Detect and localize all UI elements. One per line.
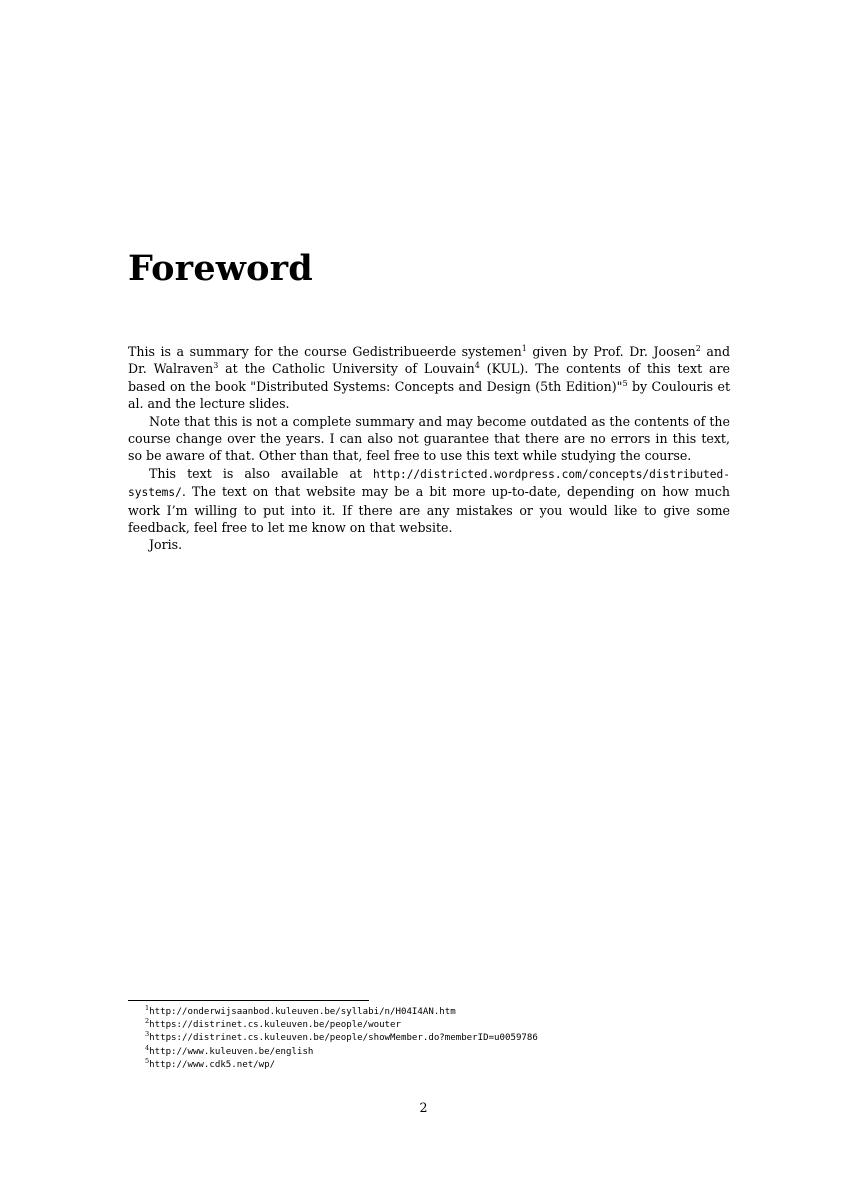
paragraph-website bbox=[128, 465, 730, 537]
footnote-link[interactable]: https://distrinet.cs.kuleuven.be/people/showMember.do?memberID=u0059786 bbox=[149, 1033, 538, 1044]
footnote-marker[interactable]: 5 bbox=[622, 378, 628, 388]
footnote-marker[interactable]: 3 bbox=[213, 361, 219, 371]
website-link[interactable]: http://districted.wordpress.com/concepts/distributed-systems/ bbox=[128, 467, 730, 500]
footnote-number: 1 bbox=[145, 1004, 150, 1012]
footnote-number: 4 bbox=[145, 1043, 150, 1052]
paragraph-intro bbox=[128, 343, 730, 413]
footnote-link[interactable]: http://onderwijsaanbod.kuleuven.be/syllabi/n/H04I4AN.htm bbox=[149, 1007, 456, 1017]
text: . The text on that website may be a bit more up-to-date, depending on how much work I’m willing to put into it. If there are any mistakes or you would like to give some feedback, feel free to let me know on that website. bbox=[128, 484, 730, 536]
page-number: 2 bbox=[419, 1100, 428, 1115]
text: (KUL). The contents of this text are based on the book "Distributed Systems: Concepts and Design (5th Edition)" bbox=[128, 361, 730, 394]
footnote-number: 3 bbox=[145, 1030, 150, 1039]
footnote-item bbox=[145, 1019, 538, 1032]
footnote-link[interactable]: http://www.cdk5.net/wp/ bbox=[149, 1059, 276, 1070]
footnotes bbox=[145, 1006, 538, 1072]
footnote-item bbox=[145, 1043, 538, 1059]
chapter-heading: Foreword bbox=[128, 248, 313, 289]
footnote-separator bbox=[128, 1000, 369, 1001]
signature: Joris. bbox=[149, 537, 183, 553]
footnote-item bbox=[145, 1032, 538, 1045]
text: given by Prof. Dr. Joosen bbox=[526, 344, 696, 359]
text: and Dr. Walraven bbox=[128, 344, 731, 377]
footnote-marker[interactable]: 4 bbox=[474, 361, 480, 371]
text: This text is also available at bbox=[149, 465, 374, 481]
text: at the Catholic University of Louvain bbox=[218, 361, 475, 377]
text: This is a summary for the course Gedistribueerde systemen bbox=[128, 344, 522, 359]
paragraph-disclaimer: Note that this is not a complete summary and may become outdated as the contents of the course change over the years. I can also not guarantee that there are no errors in this text, so be aware of that. Other than that, feel free to use this text while studying the course. bbox=[128, 413, 730, 464]
footnote-item bbox=[145, 1056, 538, 1072]
foreword-body bbox=[128, 343, 730, 554]
footnote-link[interactable]: http://www.kuleuven.be/english bbox=[149, 1046, 314, 1057]
text: by Coulouris et al. and the lecture slides. bbox=[128, 378, 730, 412]
footnote-number: 2 bbox=[145, 1017, 150, 1026]
footnote-number: 5 bbox=[145, 1056, 150, 1065]
footnote-link[interactable]: https://distrinet.cs.kuleuven.be/people/wouter bbox=[149, 1020, 401, 1031]
footnote-item bbox=[145, 1006, 538, 1019]
footnote-marker[interactable]: 1 bbox=[521, 344, 527, 353]
footnote-marker[interactable]: 2 bbox=[695, 344, 701, 353]
